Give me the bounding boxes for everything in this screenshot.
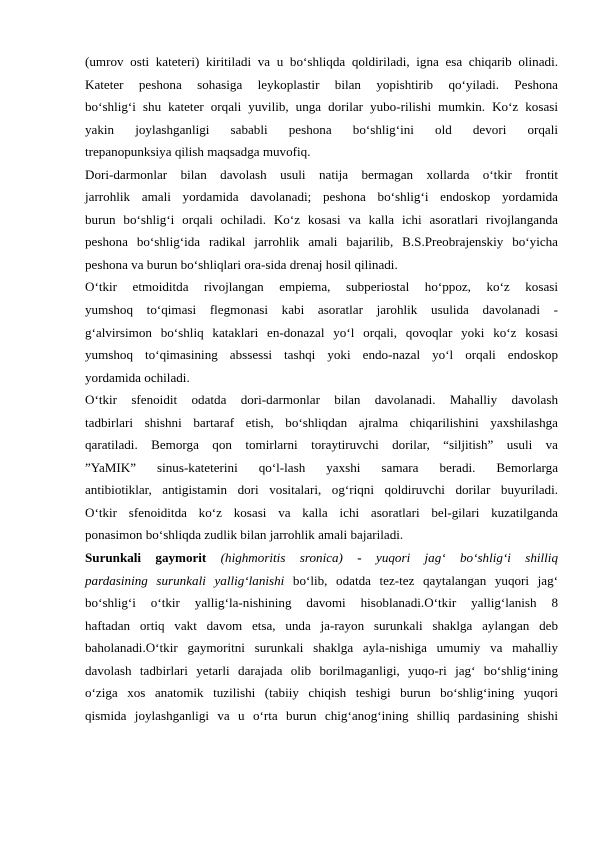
text-line: peshona va burun bo‘shliqlari ora-sida drenaj hosil qilinadi.: [85, 256, 398, 272]
text-line: qismida joylashganligi va u o‘rta burun chig‘anog‘ining shilliq pardasining shishi: [85, 707, 558, 723]
text-line: tadbirlari shishni bartaraf etish, bo‘shliqdan ajralma chiqarilishini yaxshilashga: [85, 414, 558, 430]
text-line: O‘tkir sfenoidit odatda dori-darmonlar bilan davolanadi. Mahalliy davolash: [85, 392, 558, 408]
text-line: bo‘shlig‘i shu kateter orqali yuvilib, unga dorilar yubo-rilishi mumkin. Ko‘z kosasi: [85, 99, 558, 115]
text-line: yumshoq to‘qimasining abssessi tashqi yoki endo-nazal yo‘l orqali endoskop: [85, 347, 558, 363]
text-line: yumshoq to‘qimasi flegmonasi kabi asoratlar jarohlik usulida davolanadi -: [85, 302, 558, 318]
text-line: burun bo‘shlig‘i orqali ochiladi. Ko‘z kosasi va kalla ichi asoratlari rivojlanganda: [85, 211, 558, 227]
italic-text: (highmoritis sronica): [220, 550, 343, 566]
text-line: baholanadi.O‘tkir gaymoritni surunkali shaklga ayla-nishiga umumiy va mahalliy: [85, 640, 558, 656]
text-line: jarrohlik amali yordamida davolanadi; peshona bo‘shlig‘i endoskop yordamida: [85, 189, 558, 205]
text-segment: [206, 550, 220, 565]
text-line: yakin joylashganligi sababli peshona bo‘shlig‘ini old devori orqali: [85, 121, 558, 137]
text-line: davolash tadbirlari yetarli darajada olib borilmaganligi, yuqo-ri jag‘ bo‘shlig‘ining: [85, 662, 558, 678]
text-line: Dori-darmonlar bilan davolash usuli natija bermagan xollarda o‘tkir frontit: [85, 166, 558, 182]
text-line: ”YaMIK” sinus-kateterini qo‘l-lash yaxshi samara beradi. Bemorlarga: [85, 459, 558, 475]
text-line: trepanopunksiya qilish maqsadga muvofiq.: [85, 144, 311, 160]
text-line: ponasimon bo‘shliqda zudlik bilan jarrohlik amali bajariladi.: [85, 527, 404, 543]
text-line: O‘tkir etmoiditda rivojlangan empiema, subperiostal ho‘ppoz, ko‘z kosasi: [85, 279, 558, 295]
text-line: haftadan ortiq vakt davom etsa, unda ja-rayon surunkali shaklga aylangan deb: [85, 617, 558, 633]
text-line: antibiotiklar, antigistamin dori vositalari, og‘riqni qoldiruvchi dorilar buyuriladi.: [85, 482, 558, 498]
text-line: (umrov osti kateteri) kiritiladi va u bo‘shliqda qoldiriladi, igna esa chiqarib olinadi.: [85, 54, 558, 69]
text-segment: bo‘lib, odatda tez-tez qaytalangan yuqori jag‘: [284, 572, 558, 588]
italic-text: yuqori jag‘ bo‘shlig‘i shilliq: [376, 550, 558, 566]
text-line: qaratiladi. Bemorga qon tomirlarni toraytiruvchi dorilar, “siljitish” usuli va: [85, 437, 558, 453]
text-segment: [362, 550, 376, 565]
text-line: [85, 570, 558, 593]
text-line: Kateter peshona sohasiga leykoplastir bilan yopishtirib qo‘yiladi. Peshona: [85, 76, 558, 92]
text-line: [85, 547, 558, 570]
text-line: o‘ziga xos anatomik tuzilishi (tabiiy chiqish teshigi burun bo‘shlig‘ining yuqori: [85, 685, 558, 701]
text-line: O‘tkir sfenoiditda ko‘z kosasi va kalla ichi asoratlari bel-gilari kuzatilganda: [85, 504, 558, 520]
text-segment: [343, 550, 357, 565]
text-line: yordamida ochiladi.: [85, 369, 190, 385]
bold-text: Surunkali gaymorit: [85, 550, 207, 566]
text-line: g‘alvirsimon bo‘shliq kataklari en-donazal yo‘l orqali, qovoqlar yoki ko‘z kosasi: [85, 324, 558, 340]
bold-text: -: [357, 550, 362, 566]
text-line: peshona bo‘shlig‘ida radikal jarrohlik amali bajarilib, B.S.Preobrajenskiy bo‘yicha: [85, 234, 558, 250]
body-text: [85, 51, 558, 727]
italic-text: pardasining surunkali yallig‘lanishi: [85, 572, 285, 588]
text-line: bo‘shlig‘i o‘tkir yallig‘la-nishining davomi hisoblanadi.O‘tkir yallig‘lanish 8: [85, 595, 558, 611]
